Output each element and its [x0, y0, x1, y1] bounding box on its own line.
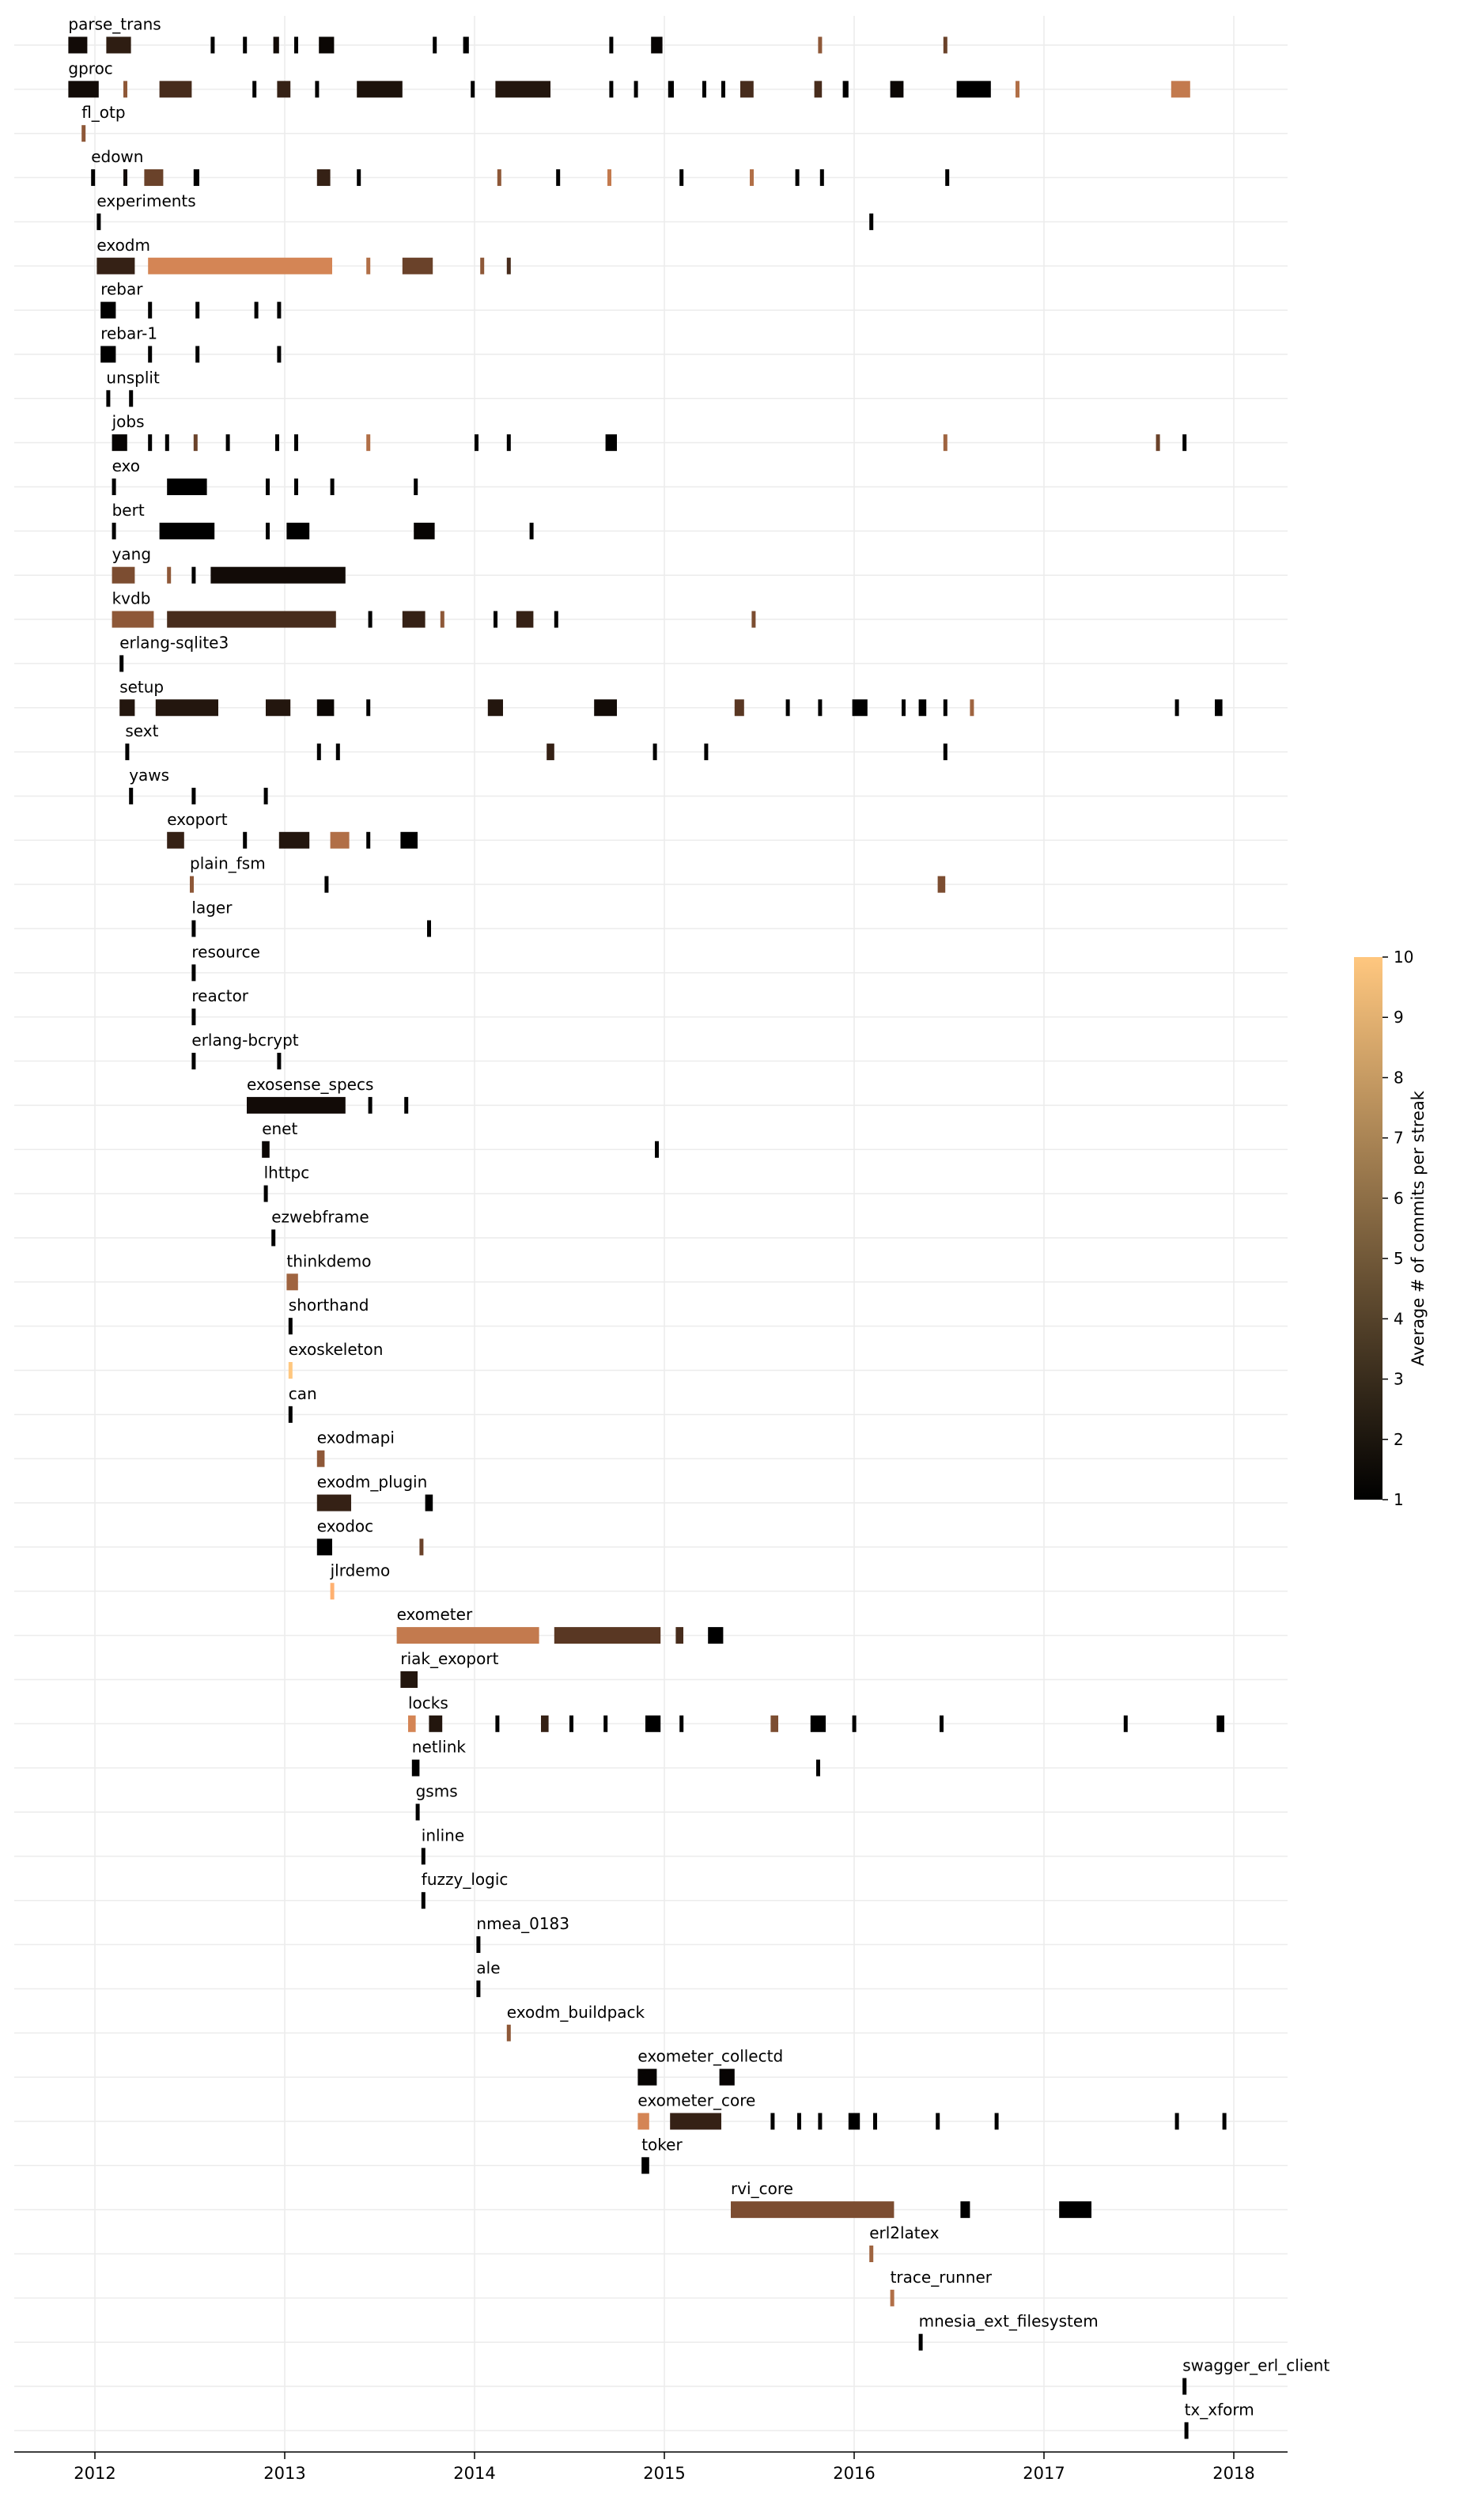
streak-bar [944, 744, 947, 760]
streak-bar [112, 479, 116, 495]
repo-label: exo [112, 456, 141, 475]
repo-label: exometer [396, 1605, 473, 1625]
repo-label: edown [91, 147, 144, 167]
streak-bar [957, 81, 991, 97]
streak-bar [148, 346, 152, 362]
streak-bar [210, 37, 214, 54]
streak-bar [637, 2113, 649, 2129]
repo-label: exodm_buildpack [506, 2002, 645, 2022]
repo-label: shorthand [288, 1296, 369, 1315]
repo-label: erlang-bcrypt [191, 1031, 299, 1050]
streak-bar [441, 611, 444, 628]
streak-bar [129, 390, 133, 407]
colorbar-tick-label: 5 [1394, 1249, 1404, 1269]
x-axis [14, 2452, 1288, 2483]
streak-bar [770, 1716, 778, 1732]
streak-bar [507, 434, 511, 451]
streak-bar [995, 2113, 999, 2129]
repo-label: yaws [129, 765, 170, 785]
streak-bar [331, 1583, 335, 1599]
streak-bar [750, 169, 754, 186]
streak-bar [167, 479, 206, 495]
streak-bar [357, 81, 403, 97]
repo-label: reactor [191, 986, 249, 1006]
streak-bar [796, 169, 800, 186]
streak-bar [160, 81, 192, 97]
streak-bar [1182, 434, 1186, 451]
colorbar-tick-label: 1 [1394, 1490, 1404, 1509]
streak-bar [516, 611, 534, 628]
streak-bar [721, 81, 725, 97]
streak-bar [1171, 81, 1190, 97]
streak-bar [294, 479, 298, 495]
streak-bar [606, 434, 617, 451]
repo-label: inline [421, 1826, 465, 1845]
streak-bar [262, 1141, 270, 1158]
streak-bar [704, 744, 708, 760]
repo-label: netlink [411, 1737, 467, 1757]
streak-bar [938, 876, 946, 893]
repo-label: thinkdemo [286, 1251, 372, 1271]
repo-label: lhttpc [263, 1163, 310, 1182]
streak-bar [289, 1406, 293, 1423]
streak-bar [400, 1671, 418, 1688]
streak-bar [843, 81, 849, 97]
x-tick-label: 2018 [1212, 2464, 1255, 2483]
streak-bar [1175, 2113, 1179, 2129]
colorbar-gradient [1354, 957, 1382, 1500]
streak-bar [294, 434, 298, 451]
streak-bar [609, 37, 613, 54]
streak-bar [594, 699, 617, 716]
streak-bar [675, 1627, 683, 1644]
repo-label: setup [119, 677, 165, 697]
streak-bar [494, 611, 497, 628]
repo-label: locks [408, 1693, 448, 1712]
repo-label: fuzzy_logic [421, 1870, 509, 1890]
streak-bar [815, 81, 823, 97]
streak-bar [167, 567, 171, 584]
streak-bar [735, 699, 744, 716]
repo-label: exoport [167, 809, 228, 829]
streak-bar [1124, 1716, 1128, 1732]
streak-bar [91, 169, 95, 186]
colorbar-tick-label: 3 [1394, 1369, 1404, 1389]
streak-bar [331, 479, 335, 495]
streak-bar [317, 1451, 325, 1467]
x-tick-label: 2013 [263, 2464, 306, 2483]
streak-bar [720, 2069, 735, 2086]
streak-bar [655, 1141, 659, 1158]
streak-bar [275, 434, 279, 451]
streak-bar [653, 744, 657, 760]
repo-label: fl_otp [81, 103, 126, 123]
streak-bar [497, 169, 501, 186]
colorbar-tick-label: 6 [1394, 1188, 1404, 1208]
repo-label: plain_fsm [190, 853, 266, 873]
streak-bar [266, 523, 270, 539]
streak-bar [679, 1716, 683, 1732]
streak-bar [645, 1716, 660, 1732]
streak-bar [289, 1318, 293, 1334]
streak-bar [902, 699, 906, 716]
streak-bar [495, 81, 550, 97]
repo-label: swagger_erl_client [1182, 2355, 1330, 2375]
streak-bar [427, 921, 431, 937]
streak-bar [1059, 2201, 1091, 2218]
streak-bar [324, 876, 328, 893]
streak-bar [488, 699, 503, 716]
streak-bar [751, 611, 755, 628]
streak-bar [541, 1716, 549, 1732]
streak-bar [277, 302, 281, 319]
streak-bar [679, 169, 683, 186]
streak-bar [148, 258, 332, 274]
streak-bar [210, 567, 345, 584]
repo-label: rebar-1 [100, 324, 158, 343]
streak-bar [476, 1936, 480, 1953]
streak-bar [119, 655, 123, 672]
streak-bar [357, 169, 361, 186]
streak-bar [818, 37, 822, 54]
repo-label: sext [125, 721, 159, 741]
streak-bar [100, 346, 115, 362]
streak-bar [554, 1627, 660, 1644]
repo-label: erl2latex [869, 2223, 940, 2242]
repo-label: exoskeleton [288, 1340, 384, 1359]
streak-bar [668, 81, 674, 97]
colorbar-tick-label: 8 [1394, 1068, 1404, 1088]
colorbar-tick-label: 4 [1394, 1309, 1404, 1329]
x-tick-label: 2017 [1023, 2464, 1065, 2483]
streak-bar [708, 1627, 723, 1644]
repo-label: tx_xform [1184, 2400, 1254, 2420]
streak-bar [820, 169, 824, 186]
streak-bar [289, 1362, 293, 1379]
streak-bar [266, 479, 270, 495]
streak-bar [106, 390, 110, 407]
streak-bar [891, 2290, 895, 2306]
streak-bar [194, 434, 198, 451]
streak-bar [670, 2113, 721, 2129]
streak-bar [853, 1716, 857, 1732]
streak-bar [651, 37, 662, 54]
streak-bar [129, 788, 133, 804]
streak-bar [277, 346, 281, 362]
streak-bar [167, 611, 336, 628]
streak-bar [106, 37, 130, 54]
streak-bar [191, 1008, 195, 1025]
streak-bar [96, 214, 100, 230]
streak-bar [191, 964, 195, 981]
streak-bar [366, 832, 370, 849]
streak-bar [331, 832, 350, 849]
streak-bar [160, 523, 215, 539]
x-tick-label: 2016 [833, 2464, 876, 2483]
streak-bar [702, 81, 706, 97]
repo-label: exosense_specs [247, 1074, 374, 1094]
streak-bar [936, 2113, 940, 2129]
colorbar-label: Average # of commits per streak [1409, 1091, 1428, 1366]
repo-label: rvi_core [731, 2179, 793, 2199]
streak-bar [426, 1495, 433, 1512]
streak-bar [970, 699, 974, 716]
streak-bar [404, 1097, 408, 1114]
repo-label: nmea_0183 [476, 1914, 570, 1934]
repo-label: mnesia_ext_filesystem [918, 2311, 1099, 2331]
repo-label: gproc [68, 59, 113, 78]
streak-bar [603, 1716, 607, 1732]
streak-bar [68, 81, 98, 97]
streak-bar [195, 346, 199, 362]
streak-bar [770, 2113, 774, 2129]
streak-bar [315, 81, 319, 97]
streak-bar [148, 434, 152, 451]
repo-label: erlang-sqlite3 [119, 633, 229, 653]
streak-bar [1182, 2378, 1186, 2395]
repo-label: can [288, 1383, 317, 1403]
streak-bar [818, 2113, 822, 2129]
streak-bar [369, 1097, 373, 1114]
x-tick-label: 2012 [74, 2464, 116, 2483]
x-tick-label: 2014 [453, 2464, 496, 2483]
streak-bar [607, 169, 611, 186]
streak-bar [422, 1892, 426, 1909]
streak-bar [243, 832, 247, 849]
streak-bar [336, 744, 340, 760]
streak-bar [634, 81, 638, 97]
streak-bar [414, 523, 434, 539]
streak-bar [786, 699, 790, 716]
streak-bar [869, 2246, 873, 2262]
streak-bar [112, 567, 135, 584]
streak-bar [554, 611, 558, 628]
streak-bar [740, 81, 754, 97]
streak-bar [271, 1229, 275, 1246]
streak-bar [191, 788, 195, 804]
streak-bar [919, 699, 927, 716]
repo-label: ezwebframe [271, 1207, 369, 1227]
streak-bar [433, 37, 437, 54]
streak-bar [1223, 2113, 1227, 2129]
streak-bar [191, 921, 195, 937]
streak-bar [816, 1760, 820, 1776]
streak-bar [475, 434, 478, 451]
streak-bar [255, 302, 259, 319]
streak-bar [480, 258, 484, 274]
streak-bar [252, 81, 256, 97]
x-tick-label: 2015 [643, 2464, 686, 2483]
streak-bar [422, 1848, 426, 1864]
streak-bar [125, 744, 129, 760]
streak-bar [403, 258, 433, 274]
streak-bar [112, 523, 116, 539]
streak-bar [286, 523, 309, 539]
streak-bar [243, 37, 247, 54]
streak-bar [397, 1627, 539, 1644]
repo-label: exometer_collectd [637, 2046, 784, 2066]
streak-bar [366, 258, 370, 274]
repo-label: jobs [112, 412, 145, 432]
streak-bar [190, 876, 194, 893]
streak-bar [412, 1760, 420, 1776]
streak-bar [100, 302, 115, 319]
streak-bar [96, 258, 134, 274]
streak-bar [366, 699, 370, 716]
streak-bar [556, 169, 560, 186]
streak-bar [1156, 434, 1160, 451]
streak-bar [274, 37, 279, 54]
streak-bar [869, 214, 873, 230]
streak-bar [940, 1716, 944, 1732]
streak-bar [1016, 81, 1019, 97]
repo-label: ale [476, 1958, 501, 1977]
repo-label: lager [191, 898, 233, 918]
colorbar-tick-label: 7 [1394, 1128, 1404, 1148]
streak-bar [507, 258, 511, 274]
streak-bar [797, 2113, 801, 2129]
streak-bar [112, 434, 127, 451]
streak-bar [123, 81, 127, 97]
streak-bar [416, 1804, 420, 1821]
streak-bar [264, 1186, 268, 1202]
streak-bar [547, 744, 554, 760]
streak-bar [530, 523, 534, 539]
streak-bar [317, 1495, 351, 1512]
streak-bar [279, 832, 309, 849]
repo-label: trace_runner [890, 2267, 993, 2287]
streak-bar [414, 479, 418, 495]
streak-bar [476, 1981, 480, 1997]
streak-bar [495, 1716, 499, 1732]
streak-bar [191, 1053, 195, 1069]
streak-bar [68, 37, 87, 54]
streak-bar [247, 1097, 346, 1114]
repo-label: bert [112, 500, 145, 520]
repo-label: experiments [96, 191, 196, 210]
streak-bar [945, 169, 949, 186]
repo-label: toker [641, 2135, 683, 2155]
streak-bar [637, 2069, 656, 2086]
streak-bar [317, 699, 335, 716]
streak-bar [944, 699, 947, 716]
streak-bar [891, 81, 904, 97]
repo-label: rebar [100, 279, 143, 299]
repo-label: parse_trans [68, 14, 161, 34]
repo-label: unsplit [106, 368, 160, 388]
repo-label: exodm [96, 235, 150, 255]
repo-label: exometer_core [637, 2091, 756, 2110]
streak-bar [944, 434, 947, 451]
streak-bar [369, 611, 373, 628]
streak-bar [167, 832, 184, 849]
streak-bar [849, 2113, 860, 2129]
repo-label: jlrdemo [330, 1561, 391, 1580]
streak-bar [419, 1538, 423, 1555]
streak-bar [919, 2334, 923, 2351]
grid-layer [14, 16, 1288, 2452]
streak-bar [366, 434, 370, 451]
repo-label: enet [262, 1118, 298, 1138]
streak-bar [81, 125, 85, 142]
streak-bar [191, 567, 195, 584]
streak-bar [1215, 699, 1223, 716]
streak-bar [1175, 699, 1179, 716]
streak-bar [317, 1538, 332, 1555]
colorbar-tick-label: 9 [1394, 1008, 1404, 1027]
streak-bar [944, 37, 947, 54]
repo-label: kvdb [112, 588, 151, 608]
streak-bar [119, 699, 134, 716]
streak-bar [156, 699, 218, 716]
streak-bar [403, 611, 426, 628]
repo-label: exodoc [316, 1516, 374, 1536]
streak-bar [731, 2201, 894, 2218]
streak-bar [277, 81, 290, 97]
streak-bar [286, 1273, 297, 1290]
streak-bar [277, 1053, 281, 1069]
streak-bar [195, 302, 199, 319]
repo-label: riak_exoport [400, 1648, 499, 1668]
colorbar-tick-label: 2 [1394, 1429, 1404, 1449]
streak-bar [1216, 1716, 1224, 1732]
streak-bar [266, 699, 290, 716]
streak-bar [294, 37, 298, 54]
streak-bar [463, 37, 469, 54]
streak-bar [144, 169, 163, 186]
streak-bar [194, 169, 199, 186]
streak-bar [609, 81, 613, 97]
streak-bar [123, 169, 127, 186]
repo-label: gsms [415, 1781, 458, 1801]
streak-bar [507, 2025, 511, 2041]
streak-bar [165, 434, 169, 451]
streak-bar [226, 434, 230, 451]
streak-bar [641, 2157, 649, 2174]
colorbar [1354, 948, 1428, 1509]
streak-bar [264, 788, 268, 804]
streak-bar [148, 302, 152, 319]
streak-bar [471, 81, 475, 97]
streak-bar [960, 2201, 970, 2218]
streak-bar [317, 169, 331, 186]
colorbar-tick-label: 10 [1394, 948, 1414, 967]
streak-bar [1185, 2422, 1189, 2439]
streak-bar [811, 1716, 826, 1732]
streak-bar [818, 699, 822, 716]
repo-label: exodmapi [316, 1428, 395, 1447]
repo-label: yang [112, 544, 152, 564]
streak-bar [400, 832, 418, 849]
streak-bar [408, 1716, 416, 1732]
streak-bar [317, 744, 321, 760]
streak-bar [873, 2113, 877, 2129]
streak-bar [112, 611, 154, 628]
repo-label: exodm_plugin [316, 1472, 428, 1492]
streak-bar [569, 1716, 573, 1732]
streak-bar [429, 1716, 442, 1732]
repo-label: resource [191, 942, 260, 962]
repo-labels [68, 15, 1330, 2420]
streak-bar [853, 699, 868, 716]
streak-bar [319, 37, 334, 54]
